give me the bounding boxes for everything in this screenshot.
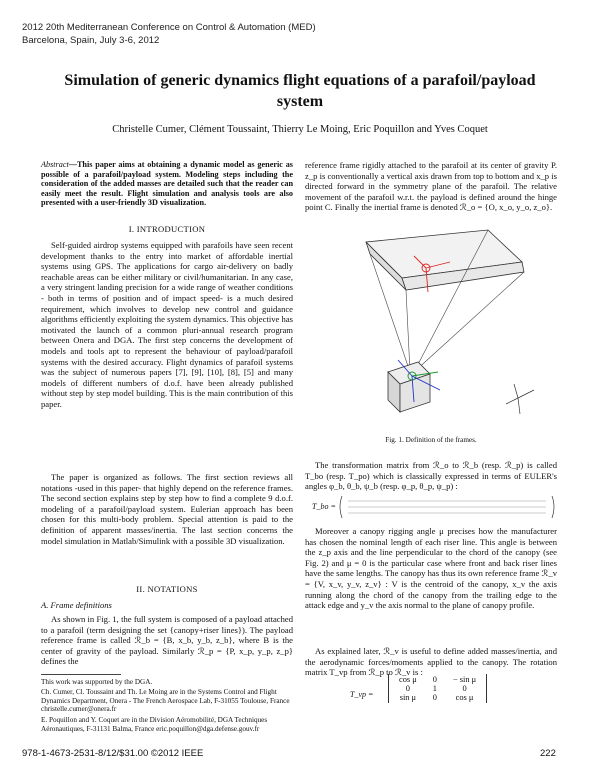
author-list: Christelle Cumer, Clément Toussaint, Thierry Le Moing, Eric Poquillon and Yves Coquet xyxy=(112,124,488,135)
footnote-onera: Ch. Cumer, Cl. Toussaint and Th. Le Moing are in the Systems Control and Flight Dynamics Department, Onera - The French Aerospace Lab, F-31055 Toulouse, France christelle.cumer@onera.fr xyxy=(41,688,290,714)
tbo-label: T_bo = xyxy=(312,502,336,511)
footnote-dga: E. Poquillon and Y. Coquet are in the Division Aéromobilité, DGA Techniques Aéronautiques, F-31131 Balma, France eric.poquillon@dga.defense.gouv.fr xyxy=(41,716,268,733)
tvp-matrix xyxy=(388,674,487,703)
paper-title: Simulation of generic dynamics flight equations of a parafoil/payload system xyxy=(64,72,536,110)
section-notations-heading: II. NOTATIONS xyxy=(136,584,198,594)
matrix-cell: − sin μ xyxy=(452,675,477,684)
rigging-angle-paragraph: Moreover a canopy rigging angle μ precises how the manufacturer has chosen the nominal length of each riser line. This angle is between the z_p axis and the line perpendicular to the chord of the canopy (see Fig. 2) and μ = 0 is the particular case where front and back riser lines have the same lengths. The canopy has thus its own reference frame ℛ_v = {V, x_v, y_v, z_v} : V is the centroid of the canopy, x_v the axis running along the chord of the canopy from the trailing edge to the attack edge and y_v the axis normal to the plane of canopy profile. xyxy=(305,526,557,611)
isbn-copyright: 978-1-4673-2531-8/12/$31.00 ©2012 IEEE xyxy=(22,748,204,759)
tvp-label: T_vp = xyxy=(350,690,374,699)
intro-paragraph-2: The paper is organized as follows. The first section reviews all notations -used in this paper- that highly depend on the reference frames. The second section explains step by step how to find a complete 9 d.o.f. modeling of a parafoil/payload system. Eulerian approach has been chosen for this multi-body problem. Special attention is paid to the definition of apparent masses/inertia. The last section concerns the model simulation in Matlab/Simulink with a possible 3D visualization. xyxy=(41,472,293,546)
abstract xyxy=(41,160,293,208)
matrix-row xyxy=(391,675,484,684)
conference-line: 2012 20th Mediterranean Conference on Control & Automation (MED) xyxy=(22,22,316,33)
page-number: 222 xyxy=(540,748,556,759)
matrix-cell: 0 xyxy=(432,693,437,702)
frame-paragraph: As shown in Fig. 1, the full system is composed of a payload attached to a parafoil (term designing the set {canopy+riser lines}). The payload reference frame is called ℛ_b = {B, x_b, y_b, z_b}, where B is the center of gravity of the payload. Similarly ℛ_p = {P, x_p, y_p, z_p} defines the xyxy=(41,614,293,667)
footnote-funding: This work was supported by the DGA. xyxy=(41,678,153,686)
frames-paragraph: reference frame rigidly attached to the parafoil at its center of gravity P. z_p is conventionally a vertical axis drawn from top to bottom and x_p is directed forward in the symmetry plane of the parafoil. The relative movement of the parafoil w.r.t. the payload is defined around the hinge point C. Finally the inertial frame is denoted ℛ_o = {O, x_o, y_o, z_o}. xyxy=(305,160,557,213)
matrix-cell: 0 xyxy=(462,684,467,693)
matrix-cell: cos μ xyxy=(399,675,417,684)
intro-paragraph-1: Self-guided airdrop systems equipped with parafoils have seen recent development thanks to the entry into market of affordable inertial systems using GPS. The applications for cargo air-delivery on badly reachable areas can be either military or civil/humanitarian. In any case, a very stringent landing precision for a wide range of weather conditions - both in terms of position and of impact speed- is a much desired requirement, which involves to develop new control and guidance algorithms efficiently exploiting the system dynamics. This objective has motivated the launch of a common pluri-annual research program between Onera and DGA. The first step concerns the development of models and tools apt to represent the behaviour of payload/parafoil systems with the desired accuracy. Flight dynamics of parafoil systems was the subject of numerous papers [7], [9], [10], [8], [5] and many models of different numbers of d.o.f. have been already published without step by step model building. This is the main contribution of this paper. xyxy=(41,240,293,409)
section-introduction-heading: I. INTRODUCTION xyxy=(128,224,206,234)
rotation-paragraph: As explained later, ℛ_v is useful to define added masses/inertia, and the aerodynamic forces/moments applied to the canopy. The rotation matrix T_vp from ℛ_p to ℛ_v is : xyxy=(305,646,557,678)
frames-figure xyxy=(318,222,548,422)
subsection-frame-heading: A. Frame definitions xyxy=(41,600,112,610)
figure-1-caption: Fig. 1. Definition of the frames. xyxy=(385,436,477,444)
transformation-paragraph: The transformation matrix from ℛ_o to ℛ_b (resp. ℛ_p) is called T_bo (resp. T_po) which is classically expressed in terms of EULER's angles φ_b, θ_b, ψ_b (resp. φ_p, θ_p, ψ_p) : xyxy=(305,460,557,492)
matrix-cell: 1 xyxy=(432,684,437,693)
matrix-cell: cos μ xyxy=(455,693,474,702)
abstract-text: —This paper aims at obtaining a dynamic model as generic as possible of a parafoil/payload system. Modeling steps including the consideration of the added masses are detailed such that the reader can easily meet the result. Flight simulation and analysis tools are also presented with a user-friendly 3D visualization. xyxy=(41,160,293,208)
matrix-cell: 0 xyxy=(432,675,437,684)
footnote-rule xyxy=(41,674,121,675)
tbo-matrix xyxy=(338,494,556,520)
matrix-cell: sin μ xyxy=(399,693,417,702)
matrix-cell: 0 xyxy=(405,684,410,693)
matrix-row xyxy=(391,684,484,693)
abstract-label: Abstract xyxy=(41,160,69,169)
matrix-row xyxy=(391,693,484,702)
location-line: Barcelona, Spain, July 3-6, 2012 xyxy=(22,35,160,46)
